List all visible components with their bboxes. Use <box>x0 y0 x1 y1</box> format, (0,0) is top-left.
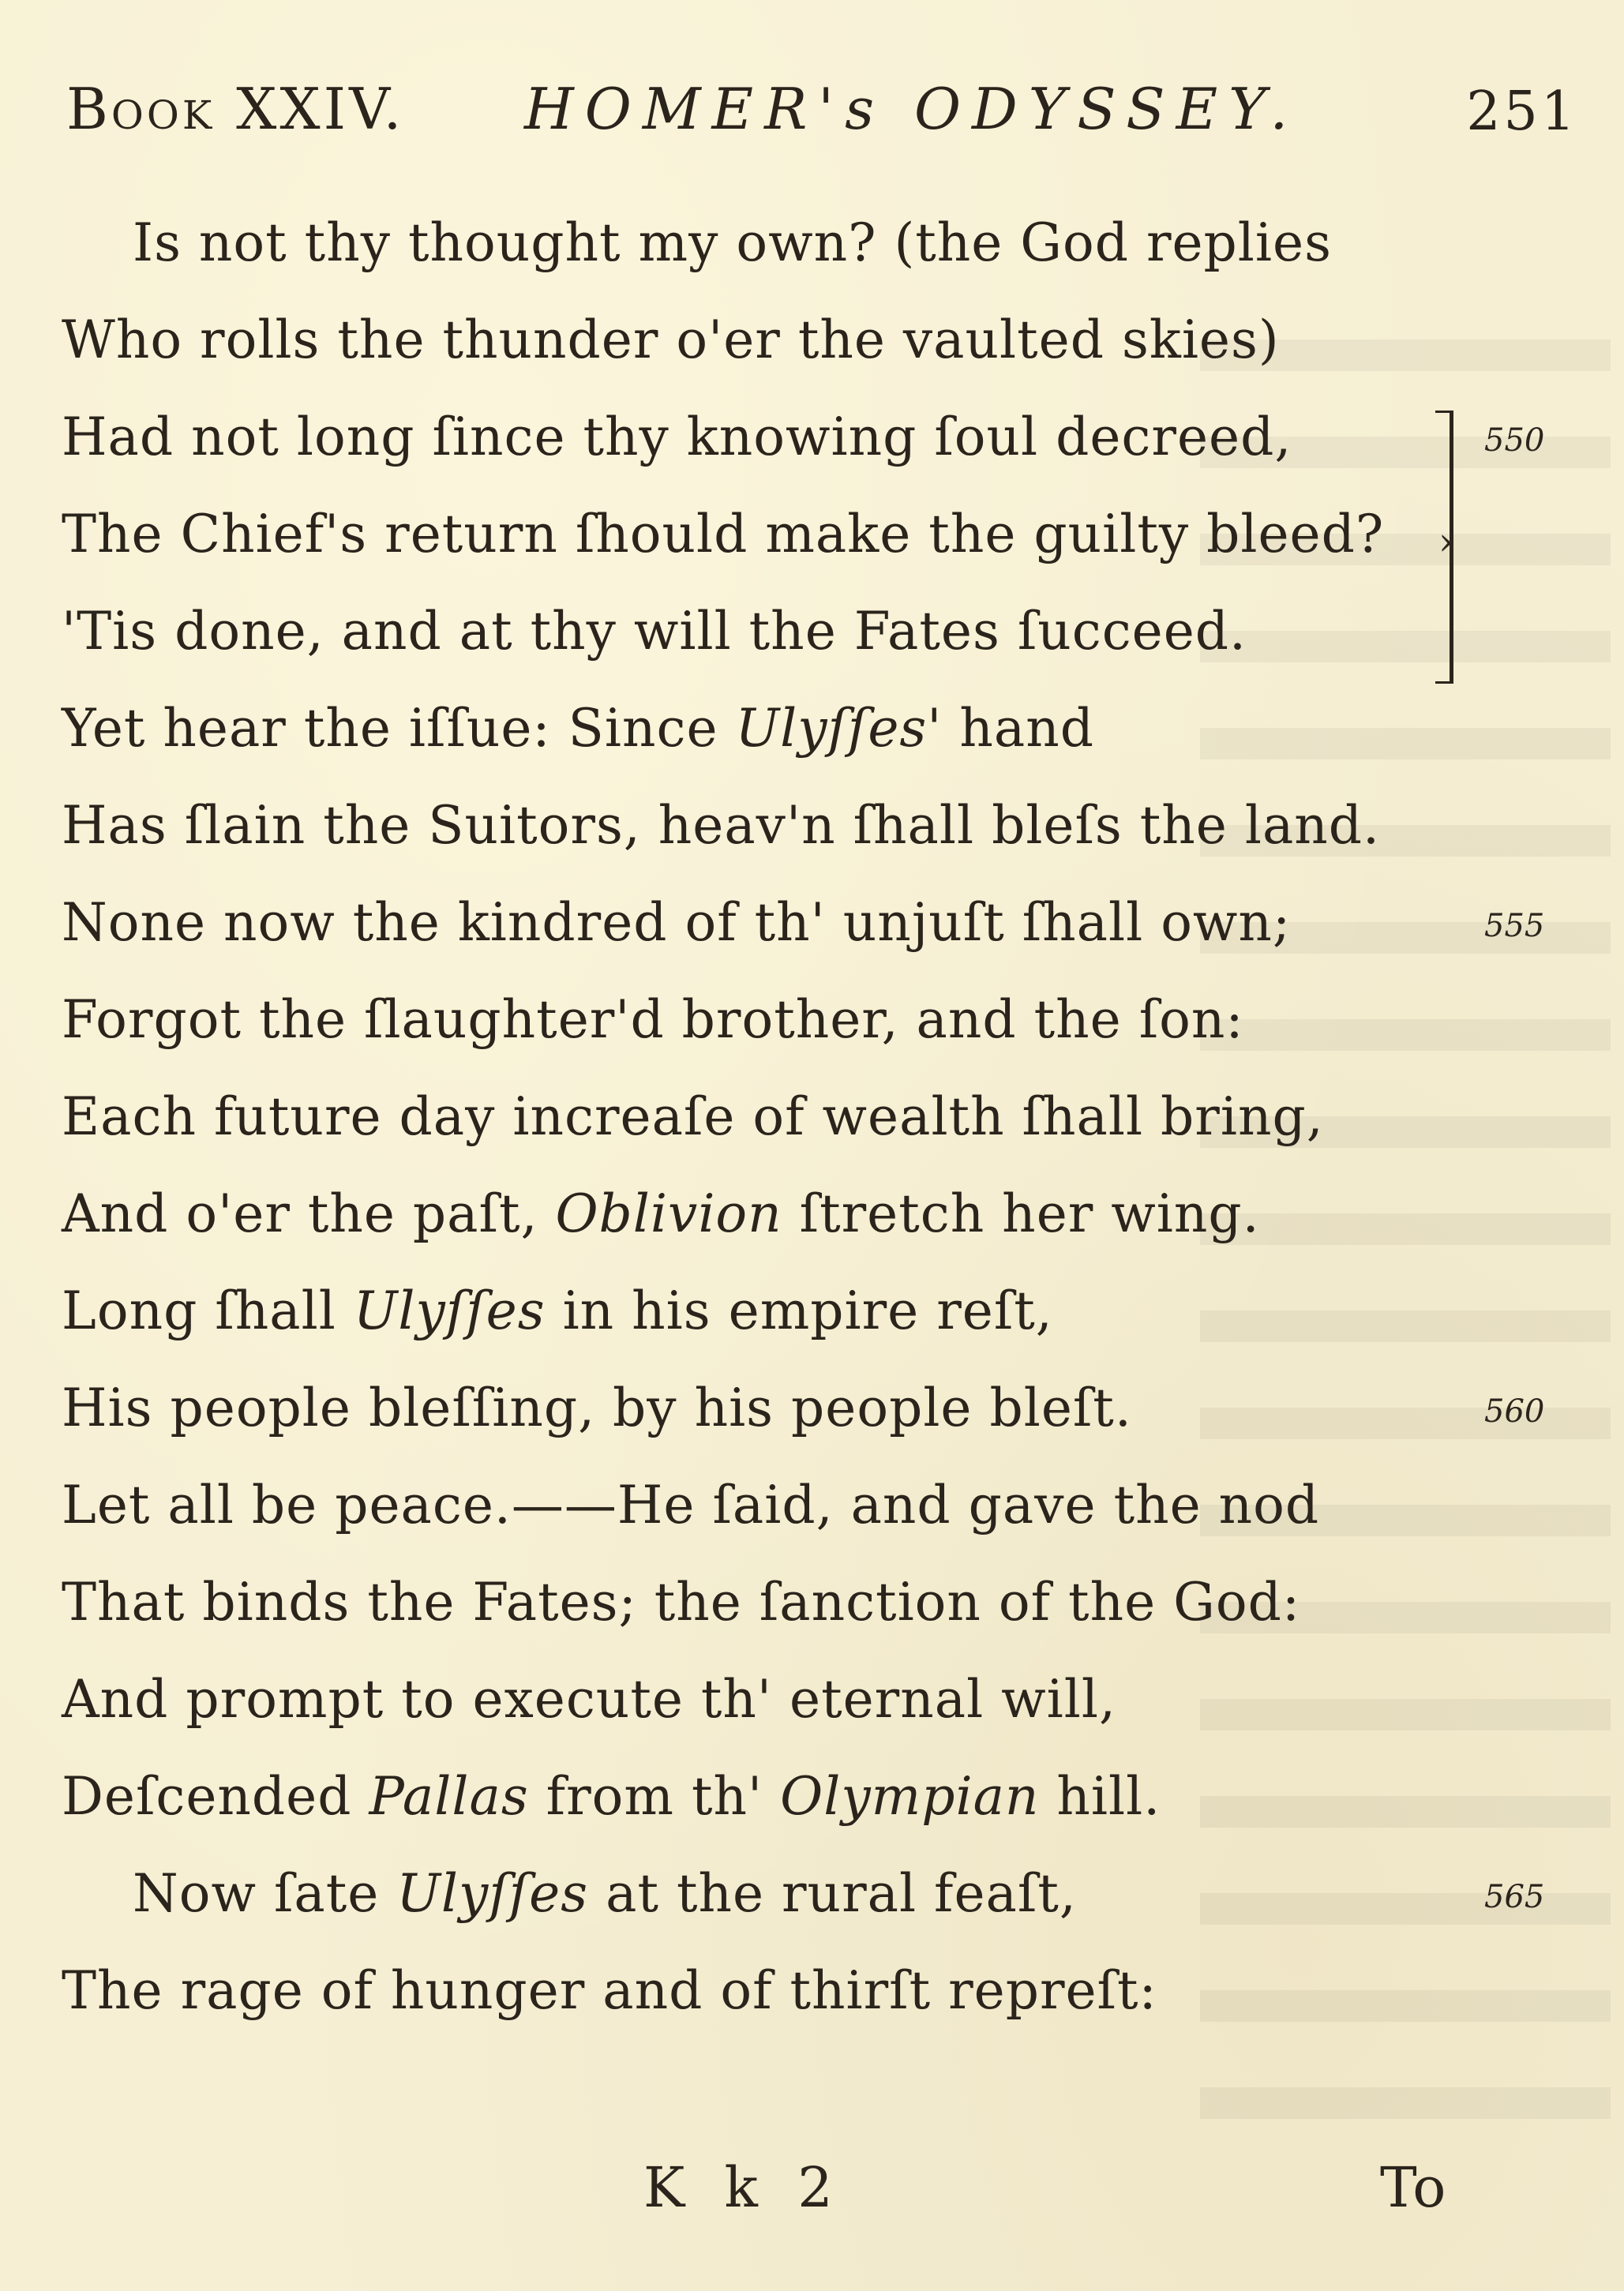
line-number: 560 <box>1484 1393 1545 1430</box>
verse-line <box>133 212 1332 275</box>
book-label: Book XXIV. <box>66 76 405 142</box>
verse-line <box>62 1280 1053 1343</box>
verse-italic-text: Olympian <box>780 1766 1040 1827</box>
verse-text: Is not thy thought my own? (the God replies <box>133 212 1332 273</box>
verse-line <box>62 1571 1300 1634</box>
verse-text: ſtretch her wing. <box>782 1183 1260 1244</box>
line-number: 550 <box>1484 422 1545 459</box>
verse-line <box>133 1862 1077 1925</box>
verse-text: at the rural feaſt, <box>588 1863 1077 1924</box>
verse-text: hand <box>942 698 1095 759</box>
verse-text: The Chief's return ſhould make the guilty bleed? <box>62 504 1385 564</box>
verse-italic-text: Ulyſſes <box>353 1280 546 1341</box>
verse-italic-text: Ulyſſes <box>396 1863 589 1924</box>
show-through-shadow <box>1200 339 1611 2155</box>
verse-text: Who rolls the thunder o'er the vaulted skies) <box>62 309 1280 370</box>
triplet-brace-point: › <box>1438 519 1454 564</box>
verse-text: Has ſlain the Suitors, heav'n ſhall bleſs the land. <box>62 795 1381 856</box>
verse-text: from th' <box>528 1766 781 1827</box>
verse-line <box>62 1474 1319 1537</box>
signature-mark: K k 2 <box>643 2155 844 2220</box>
verse-text: Each future day increaſe of wealth ſhall bring, <box>62 1086 1324 1147</box>
page-number: 251 <box>1466 81 1578 143</box>
verse-text: Deſcended <box>62 1766 369 1827</box>
verse-text: That binds the Fates; the ſanction of the God: <box>62 1572 1301 1633</box>
verse-text: Let all be peace.——He ſaid, and gave the nod <box>62 1475 1320 1535</box>
verse-text: hill. <box>1039 1766 1161 1827</box>
verse-line <box>62 503 1384 566</box>
verse-text: And prompt to execute th' eternal will, <box>62 1669 1116 1730</box>
verse-text: 'Tis done, and at thy will the Fates ſucceed. <box>62 601 1247 662</box>
verse-text: Forgot the ſlaughter'd brother, and the ſon: <box>62 989 1244 1050</box>
verse-italic-text: Oblivion <box>555 1183 782 1244</box>
verse-text: And o'er the paſt, <box>62 1183 556 1244</box>
verse-line <box>62 1377 1132 1440</box>
line-number: 565 <box>1484 1879 1545 1915</box>
verse-line <box>62 1765 1161 1828</box>
running-head <box>66 76 1578 163</box>
verse-text: The rage of hunger and of thirſt repreſt: <box>62 1960 1157 2021</box>
verse-line <box>62 794 1380 857</box>
work-title: HOMER's ODYSSEY. <box>524 76 1300 142</box>
verse-text: His people bleſſing, by his people bleſt. <box>62 1378 1132 1438</box>
verse-line <box>62 309 1280 372</box>
catchword: To <box>1380 2155 1446 2220</box>
verse-line <box>62 1183 1260 1246</box>
verse-line <box>62 1668 1116 1731</box>
verse-text: Had not long ſince thy knowing ſoul decreed, <box>62 407 1292 467</box>
line-number: 555 <box>1484 908 1545 944</box>
verse-line <box>62 988 1244 1052</box>
verse-text: None now the kindred of th' unjuſt ſhall own; <box>62 892 1292 953</box>
verse-line <box>62 406 1292 469</box>
verse-line <box>62 697 1094 760</box>
verse-line <box>62 1086 1324 1149</box>
verse-text: Yet hear the iſſue: Since <box>62 698 736 759</box>
verse-text: Now ſate <box>133 1863 397 1924</box>
verse-text: in his empire reſt, <box>545 1280 1053 1341</box>
verse-italic-text: Pallas <box>369 1766 529 1827</box>
verse-line <box>62 600 1247 663</box>
verse-text: Long ſhall <box>62 1280 354 1341</box>
verse-line <box>62 891 1291 954</box>
verse-italic-text: Ulyſſes' <box>735 698 943 759</box>
verse-line <box>62 1959 1157 2023</box>
